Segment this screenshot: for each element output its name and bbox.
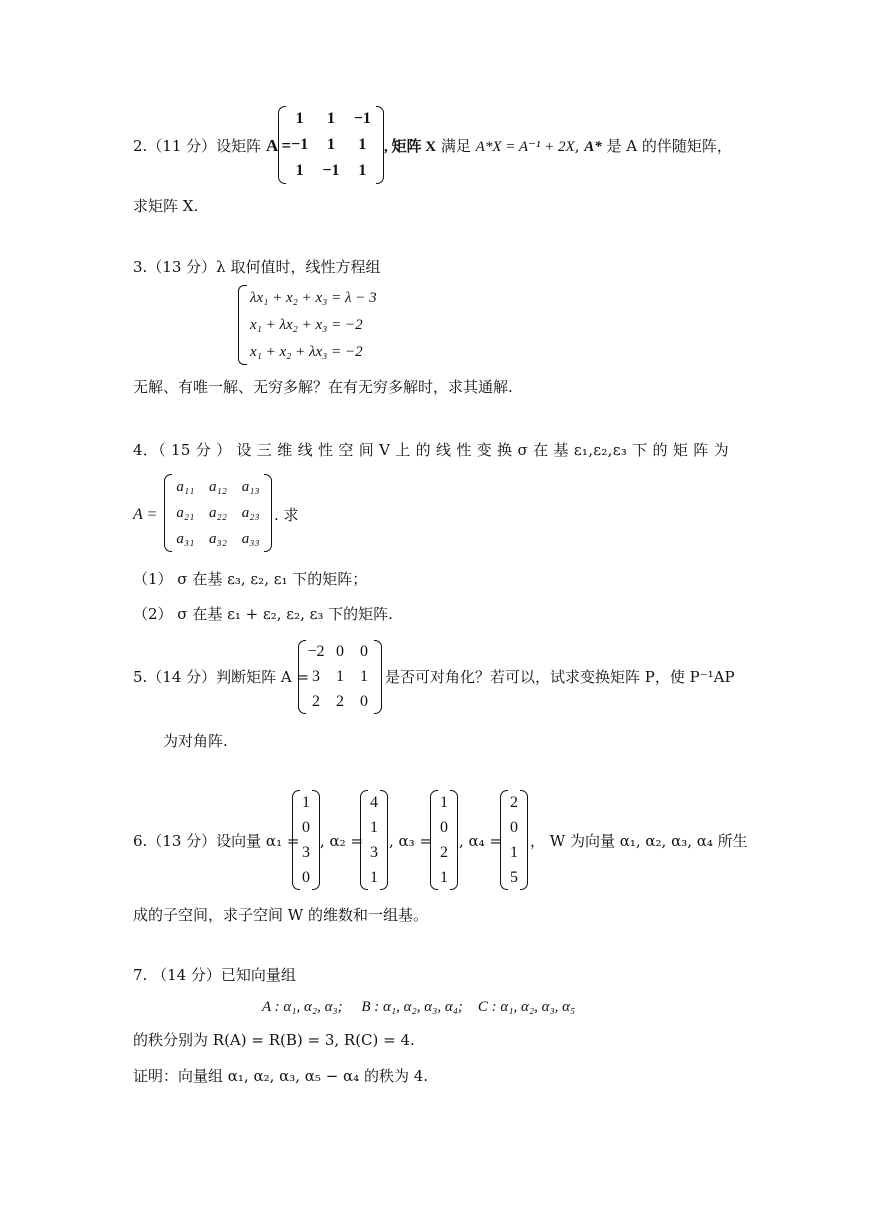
vector-cell: 0 [510, 818, 518, 836]
p2-var-x: X [425, 139, 437, 155]
vector-cell: 2 [440, 843, 448, 861]
p6-a2-label: , α₂ = [320, 832, 364, 850]
matrix-cell: −1 [291, 136, 309, 153]
matrix-cell: 2 [312, 692, 320, 710]
p2-adj: 是 A 的伴随矩阵， [601, 137, 732, 155]
p2-equation: A*X = A⁻¹ + 2X [475, 139, 575, 155]
matrix-cell: a₂₂ [209, 504, 227, 521]
p2-matrix [278, 106, 384, 184]
matrix-cell: 1 [336, 667, 344, 685]
matrix-cell: 1 [358, 136, 367, 153]
p7-proof: 证明：向量组 α₁, α₂, α₃, α₅ − α₄ 的秩为 4. [133, 1067, 429, 1085]
matrix-cell: 1 [295, 162, 304, 179]
p2-line1 [133, 136, 291, 156]
p6-a3-label: , α₃ = [389, 832, 433, 850]
matrix-cell: a₂₃ [241, 504, 260, 521]
vector-cell: 0 [302, 868, 310, 886]
p4-q1: （1） σ 在基 ε₃, ε₂, ε₁ 下的矩阵； [133, 570, 368, 588]
p3-header: 3.（13 分）λ 取何值时，线性方程组 [133, 258, 381, 276]
matrix-cell: −2 [307, 643, 325, 661]
matrix-cell: 2 [336, 692, 344, 710]
p2-prefix: 2.（11 分）设矩阵 [133, 137, 266, 155]
matrix-cell: a₁₃ [241, 478, 260, 495]
matrix-cell: 3 [312, 667, 320, 685]
p6-vector-a2 [360, 790, 388, 890]
p3-eq-3: x₁ + x₂ + λx₃ = −2 [250, 344, 363, 360]
p6-line2: 成的子空间，求子空间 W 的维数和一组基。 [133, 906, 428, 924]
p4-a-label: A = [133, 506, 158, 523]
p6-vector-a1 [292, 790, 320, 890]
p2-after-matrix: , 矩阵 [384, 139, 426, 155]
matrix-cell: 1 [326, 136, 335, 153]
matrix-cell: a₃₂ [209, 530, 227, 547]
p6-vector-a4 [500, 790, 528, 890]
matrix-cell: a₃₃ [241, 530, 260, 547]
matrix-cell: a₁₁ [176, 478, 195, 495]
vector-cell: 1 [440, 793, 448, 811]
p3-brace [238, 285, 247, 365]
matrix-cell: a₂₁ [176, 504, 195, 521]
matrix-cell: 0 [336, 643, 344, 661]
matrix-cell: −1 [322, 162, 340, 179]
p4-matrix [164, 474, 272, 552]
vector-cell: 3 [370, 843, 378, 861]
p5-matrix [298, 640, 382, 714]
matrix-cell: a₃₁ [176, 530, 195, 547]
vector-cell: 3 [302, 843, 310, 861]
p2-var-a: A [265, 136, 278, 155]
p7-rank: 的秩分别为 R(A) = R(B) = 3, R(C) = 4. [133, 1031, 415, 1049]
p5-line2: 为对角阵. [163, 732, 228, 750]
matrix-cell: 0 [360, 692, 368, 710]
vector-cell: 1 [302, 793, 310, 811]
p3-question: 无解、有唯一解、无穷多解？在有无穷多解时，求其通解. [133, 378, 513, 396]
p4-after: . 求 [274, 506, 299, 524]
p6-a4-label: , α₄ = [459, 832, 503, 850]
p3-eq-2: x₁ + λx₂ + x₃ = −2 [250, 317, 363, 333]
p2-eq: = [277, 136, 292, 155]
p7-header: 7. （14 分）已知向量组 [133, 966, 296, 984]
matrix-cell: 1 [358, 162, 367, 179]
matrix-cell: 1 [326, 110, 335, 127]
matrix-cell: −1 [353, 110, 371, 127]
p2-var-astar: A* [584, 139, 602, 155]
matrix-cell: 0 [360, 643, 368, 661]
p2-line2: 求矩阵 X. [133, 197, 199, 215]
vector-cell: 1 [370, 818, 378, 836]
matrix-cell: a₁₂ [209, 478, 227, 495]
p5-suffix: 是否可对角化？若可以，试求变换矩阵 P，使 P⁻¹AP [385, 668, 735, 686]
matrix-cell: 1 [360, 667, 368, 685]
vector-cell: 2 [510, 793, 518, 811]
p7-groups: A : α₁, α₂, α₃; B : α₁, α₂, α₃, α₄; C : α₁, α₂, α₃, α₅ [262, 999, 576, 1015]
matrix-cell: 1 [295, 110, 304, 127]
vector-cell: 1 [370, 868, 378, 886]
vector-cell: 1 [440, 868, 448, 886]
p6-suffix: ， W 为向量 α₁, α₂, α₃, α₄ 所生 [530, 832, 748, 850]
p5-prefix: 5.（14 分）判断矩阵 A = [133, 668, 310, 686]
p6-prefix: 6.（13 分）设向量 α₁ = [133, 832, 300, 850]
p2-comma: , [574, 137, 585, 155]
vector-cell: 0 [302, 818, 310, 836]
p6-vector-a3 [430, 790, 458, 890]
vector-cell: 5 [510, 868, 518, 886]
p4-header: 4．（ 15 分 ） 设 三 维 线 性 空 间 V 上 的 线 性 变 换 σ 在 基 ε₁,ε₂,ε₃ 下 的 矩 阵 为 [133, 441, 729, 459]
vector-cell: 4 [370, 793, 378, 811]
vector-cell: 0 [440, 818, 448, 836]
p4-q2: （2） σ 在基 ε₁ + ε₂, ε₂, ε₃ 下的矩阵. [133, 605, 393, 623]
p2-line1-rest [384, 136, 732, 157]
vector-cell: 1 [510, 843, 518, 861]
p3-eq-1: λx₁ + x₂ + x₃ = λ − 3 [250, 290, 377, 306]
p2-cond: 满足 [436, 137, 476, 155]
